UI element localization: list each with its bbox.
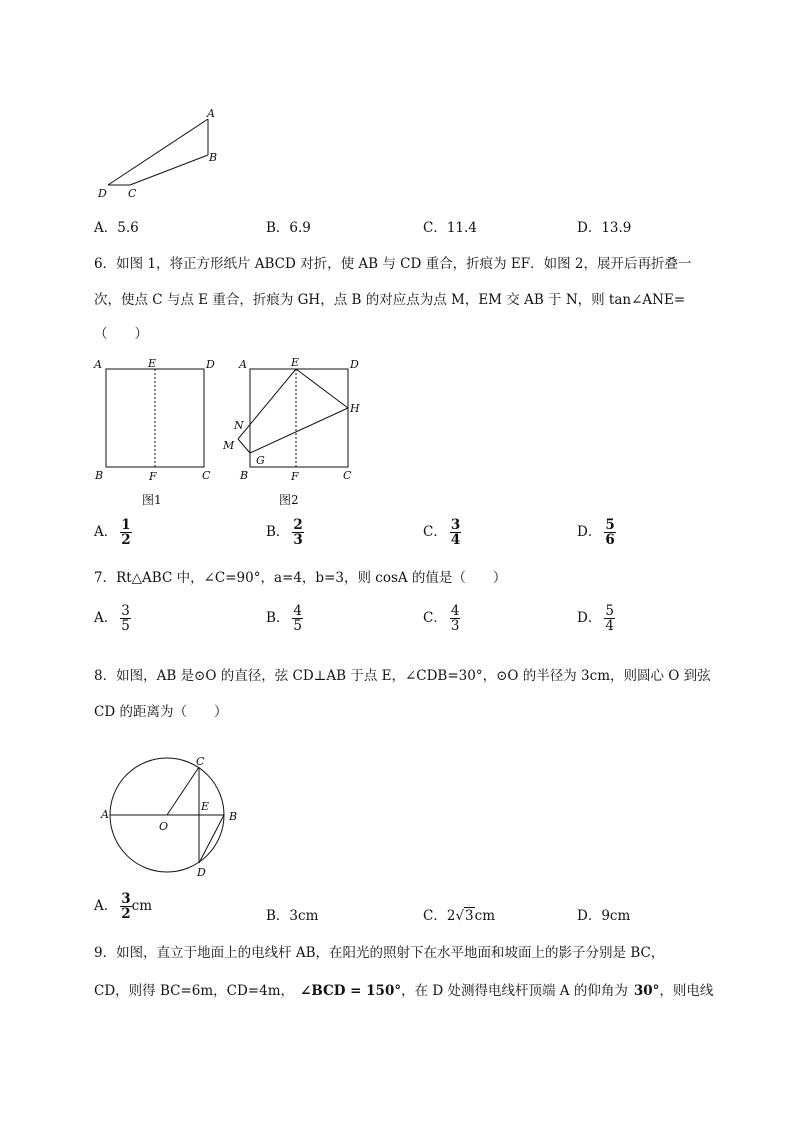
numerator: 2 <box>293 517 303 533</box>
q7-text-line1: 7．Rt△ABC 中，∠C=90°，a=4，b=3，则 cosA 的值是（ ） <box>94 570 507 586</box>
option-letter: C． <box>423 610 447 627</box>
denominator: 5 <box>293 618 303 635</box>
q6-option-d[interactable] <box>577 518 616 547</box>
denominator: 2 <box>121 906 131 923</box>
fig1-label-f: F <box>149 470 157 483</box>
q6-option-a[interactable] <box>94 518 132 547</box>
q5-option-c[interactable] <box>423 216 477 236</box>
q5-figure <box>90 105 230 205</box>
numerator: 3 <box>121 891 131 907</box>
option-letter: D． <box>577 524 602 541</box>
denominator: 3 <box>450 618 460 635</box>
numerator: 1 <box>121 517 131 533</box>
q5-label-b: B <box>209 151 218 164</box>
sqrt-icon: √ <box>455 908 465 924</box>
option-letter: C． <box>423 908 447 924</box>
option-fraction <box>120 518 131 547</box>
option-fraction <box>292 518 303 547</box>
numerator: 4 <box>293 603 303 619</box>
fig2-label-b: B <box>240 469 249 482</box>
option-fraction <box>120 892 131 921</box>
option-letter: B． <box>266 220 290 236</box>
option-text: 13.9 <box>601 220 632 236</box>
q8-label-o: O <box>159 820 169 833</box>
q7-option-b[interactable] <box>266 604 303 633</box>
numerator: 3 <box>450 517 461 533</box>
fig1-label-e: E <box>148 357 157 370</box>
denominator: 2 <box>121 532 131 549</box>
fig2-label-a: A <box>239 358 247 371</box>
q8-option-a[interactable] <box>94 892 152 921</box>
option-fraction <box>450 604 461 633</box>
option-fraction <box>604 604 615 633</box>
option-unit: cm <box>474 908 496 924</box>
q5-option-a[interactable] <box>94 216 139 236</box>
numerator: 3 <box>121 603 130 619</box>
fig1-label-c: C <box>202 469 211 482</box>
option-fraction <box>120 604 131 633</box>
denominator: 4 <box>605 618 614 635</box>
numerator: 5 <box>605 517 615 533</box>
option-text: 6.9 <box>289 220 311 236</box>
q8-option-b[interactable]: B．3cm <box>266 908 319 924</box>
option-unit: cm <box>131 898 153 915</box>
fig2-label-g: G <box>256 454 265 467</box>
q6-figures <box>88 352 378 512</box>
option-letter: A． <box>94 898 118 915</box>
fig1-label-d: D <box>206 358 215 371</box>
q6-text-line3: （ ） <box>94 326 148 342</box>
denominator: 4 <box>450 532 461 549</box>
option-letter: B． <box>266 610 290 627</box>
fig1-label-a: A <box>94 358 102 371</box>
q8-option-d[interactable]: D．9cm <box>577 908 631 924</box>
option-letter: D． <box>577 610 602 627</box>
q8-text-line1: 8．如图，AB 是⊙O 的直径，弦 CD⊥AB 于点 E，∠CDB=30°，⊙O 的半径为 3cm，则圆心 O 到弦 <box>94 668 711 684</box>
denominator: 6 <box>605 532 615 549</box>
q6-text-line2: 次，使点 C 与点 E 重合，折痕为 GH，点 B 的对应点为点 M，EM 交 AB 于 N，则 tan∠ANE= <box>94 292 686 308</box>
q8-label-b: B <box>229 810 238 823</box>
numerator: 5 <box>605 603 614 619</box>
option-letter: C． <box>423 524 447 541</box>
fig2-caption: 图2 <box>279 493 299 507</box>
denominator: 3 <box>293 532 303 549</box>
q8-option-c[interactable] <box>423 904 495 924</box>
option-letter: B． <box>266 524 290 541</box>
option-letter: C． <box>423 220 447 236</box>
q9-text-segment: CD，则得 BC=6m，CD=4m， <box>94 983 295 999</box>
q6-text-line1: 6．如图 1，将正方形纸片 ABCD 对折，使 AB 与 CD 重合，折痕为 EF．如图 2，展开后再折叠一 <box>94 256 692 272</box>
q5-label-d: D <box>98 187 107 200</box>
q8-label-e: E <box>201 800 210 813</box>
q8-text-line2: CD 的距离为（ ） <box>94 704 228 720</box>
q9-angle-bcd: ∠BCD = 150° <box>300 983 402 999</box>
q6-option-b[interactable] <box>266 518 304 547</box>
fig2-label-c: C <box>343 469 352 482</box>
option-fraction <box>450 518 461 547</box>
fig1-label-b: B <box>95 469 104 482</box>
q8-label-d: D <box>197 866 206 879</box>
q7-option-a[interactable] <box>94 604 131 633</box>
q7-option-d[interactable] <box>577 604 615 633</box>
fig2-label-n: N <box>234 419 244 432</box>
option-fraction <box>604 518 615 547</box>
fig2-label-d: D <box>350 358 359 371</box>
q8-circle-figure <box>95 748 255 883</box>
q5-option-b[interactable] <box>266 216 311 236</box>
q8-label-c: C <box>196 755 205 768</box>
q5-label-c: C <box>128 187 137 200</box>
fig1-caption: 图1 <box>142 493 162 507</box>
q6-option-c[interactable] <box>423 518 461 547</box>
option-letter: A． <box>94 524 118 541</box>
q5-label-a: A <box>207 107 215 120</box>
option-text: 11.4 <box>446 220 477 236</box>
option-letter: A． <box>94 610 118 627</box>
option-text: 5.6 <box>117 220 139 236</box>
q7-option-c[interactable] <box>423 604 460 633</box>
fig2-label-m: M <box>223 439 235 452</box>
q5-option-d[interactable] <box>577 216 631 236</box>
q9-angle-elevation: 30° <box>633 983 660 999</box>
denominator: 5 <box>121 618 130 635</box>
radicand: 3 <box>465 908 474 924</box>
coefficient: 2 <box>446 908 456 924</box>
q8-label-a: A <box>101 808 109 821</box>
option-fraction <box>292 604 303 633</box>
fig2-label-e: E <box>291 356 300 369</box>
q9-text-line1: 9．如图，直立于地面上的电线杆 AB，在阳光的照射下在水平地面和坡面上的影子分别是 BC， <box>94 945 665 961</box>
numerator: 4 <box>450 603 460 619</box>
fig2-label-h: H <box>350 402 360 415</box>
fig2-label-f: F <box>291 470 299 483</box>
q9-text-segment: ，则电线 <box>659 983 714 999</box>
option-letter: D． <box>577 220 602 236</box>
q9-text-segment: ，在 D 处测得电线杆顶端 A 的仰角为 <box>401 983 628 999</box>
q9-text-line2 <box>94 979 713 999</box>
option-letter: A． <box>94 220 118 236</box>
